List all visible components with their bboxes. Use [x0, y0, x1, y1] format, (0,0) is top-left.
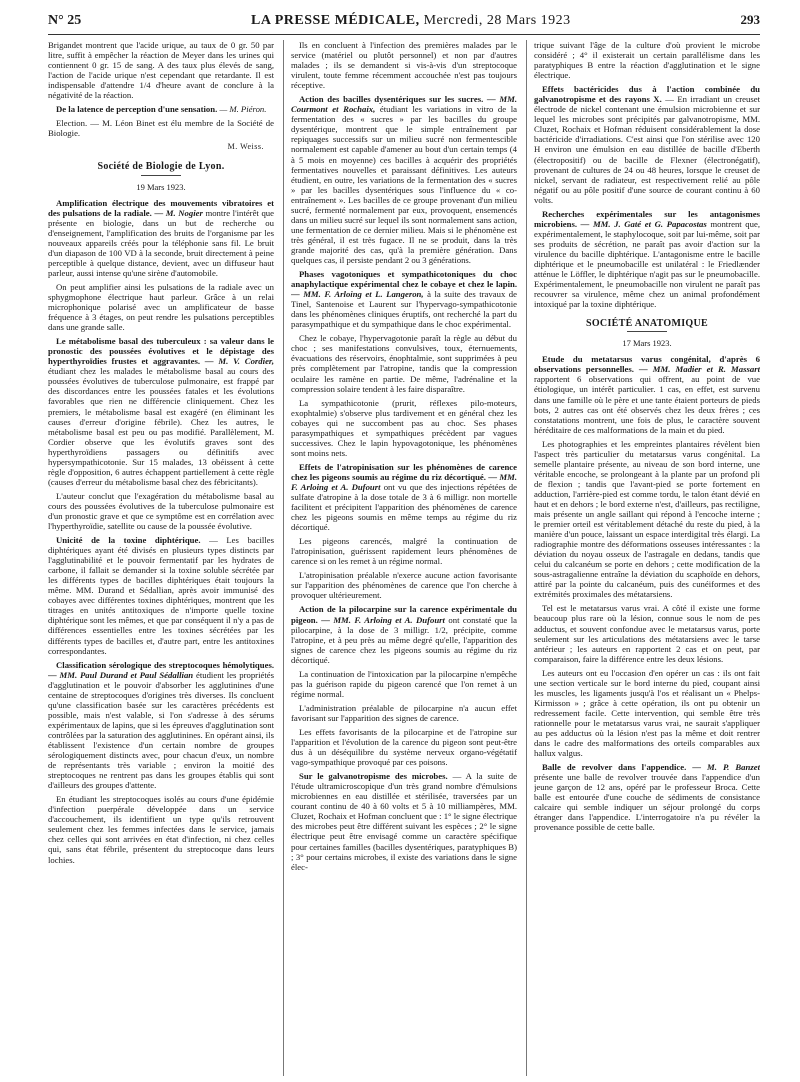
article-author: — MM. J. Gaté et G. Papacostas [580, 218, 707, 229]
section-rule [141, 175, 181, 176]
article-title: Le métabolisme basal des tuberculeux : sa valeur dans le pronostic des poussées évolutives et le dépistage des hyperthyroïdies frustes et aggravantes. [48, 336, 274, 367]
section-date: 19 Mars 1923. [136, 181, 186, 192]
paragraph [48, 660, 274, 791]
article-author: — M. P. Banzet [692, 762, 760, 773]
article-title: Action des bacilles dysentériques sur les sucres. [299, 94, 484, 105]
article-text: montre l'intérêt que présente en biologie, dans un but de recherche ou d'enseignement, l'amplification des bruits de l'organisme par les nouveaux appareils créés pour la téléphonie sans fil. Le bruit d'un diapason de 100 VD à la seconde, bruit directement à peine perceptible à quelque distance, devient, avec un diffuseur haut parleur, aussi intense qu'une sirène d'automobile. [48, 207, 274, 278]
article-text: — En irradiant un creuset électrode de nickel contenant une émulsion microbienne et sur lequel les microbes sont précipités par galvanotropisme, MM. Cluzet, Rochaix et Hofman réduisent considérablement la dose bactéricide d'irradiations. C'est ainsi que l'on stérilise avec 120 H environ une émulsion en eau distillée de bacille d'Eberth (électropositif) ou de bacille de Flexner (électronégatif), provenant de cultures de 24 ou 48 heures, lorsque le creuset de nickel, servant de radiateur, est respectivement relié au pôle négatif ou au pôle positif d'une source de courant continu à 60 volts. [534, 94, 760, 205]
article-text: montrent que, expérimentalement, le staphylocoque, soit par lui-même, soit par ses produits de sécrétion, ne paraît pas avoir d'action sur la virulence du bacille diphtérique. L'antagonisme entre le bacille diphtérique et le pneumobacille est unilatéral : le Friedlænder atténue le Löffler, le diphtérique n'agit pas sur le pneumobacille. Expérimentalement, le pneumobacille non virulent ne paraît pas recouvrer sa virulence, même chez un animal profondément intoxiqué par la toxine diphtérique. [534, 218, 760, 310]
article-title: Phases vagotoniques et sympathicotoniques du choc anaphylactique expérimental chez le cobaye et chez le lapin. [291, 269, 517, 290]
section-rule [627, 331, 667, 332]
article-title: Unicité de la toxine diphtérique. [56, 535, 201, 546]
article-author: — MM. F. Arloing et A. Dufourt [291, 471, 517, 492]
article-author: — M. Piéron. [219, 104, 267, 115]
article-author: — MM. Paul Durand et Paul Sédallian [48, 669, 194, 680]
column-left [48, 40, 274, 1076]
article-text: étudiant les variations in vitro de la fermentation des « sucres » par les bacilles du groupe dysentérique, montrent que le simple entraînement par repiquages successifs sur un milieu sucré non fermentescible normalement est capable d'amener au bout d'un certain temps (4 à 5 mois en moyenne) ces bacilles à acquérir des propriétés fermentatives nouvelles et paraissant définitives. Les auteurs étudient, en outre, les variations de la fermentation des « sucres » par les bacilles dysentériques sous l'influence du « co-entraînement ». Les bacilles de ce groupe provenant d'un milieu sucré, fermenté normalement par eux, provoquent, ensemencés dans un milieu sucré sur lequel ils sont normalement sans action, une fermentation de ce dernier milieu. Mais si le phénomène est très général, il est très fugace. Il ne se produit, dans la très grande majorité des cas, qu'à la première génération. Dans quelques cas, il persiste pendant 2 ou 3 générations. [291, 104, 517, 265]
paragraph [534, 84, 760, 205]
paragraph: Les auteurs ont eu l'occasion d'en opérer un cas : ils ont fait une section verticale sur le bord interne du pied, coupant ainsi les muscles, les ligaments jusqu'à l'os et réalisant un « Phelps-Kirmisson » ; grâce à cette opération, ils ont pu obtenir un redressement facile. Cette intervention, qui semble être très rationnelle pour le metatarsus varus vrai, ne saurait s'appliquer au pes adductus où la lésion n'est pas la même et doit rentrer dans le cadre des malformations des orteils comparables aux hallux valgus. [534, 667, 760, 759]
header-rule [48, 34, 760, 35]
paragraph [48, 535, 274, 656]
paragraph: Chez le cobaye, l'hypervagotonie paraît la règle au début du choc ; ses manifestations convulsives, toux, éternuements, évacuations des réservoirs, énophtalmie, sont supprimées à peu près complètement par l'atropine, tandis que la compression oculaire les ramène en partie. De même, l'adrénaline et la compression solaire tendent à les faire disparaître. [291, 333, 517, 394]
article-title: Action de la pilocarpine sur la carence expérimentale du pigeon. [291, 604, 517, 625]
paragraph: La sympathicotonie (prurit, réflexes pilo-moteurs, exophtalmie) s'observe plus tardivement et en général chez les cobayes qui ne succombent pas au choc. Ses phases parasympathiques et sympathiques précèdent par vagues successives. Chez le lapin hypovagotonique, les phénomènes sont moins nets. [291, 397, 517, 458]
article-author: — M. V. Cordier, [204, 356, 274, 367]
journal-name: LA PRESSE MÉDICALE, [251, 13, 420, 28]
paragraph: L'administration préalable de pilocarpine n'a aucun effet favorisant sur l'apparition des signes de carence. [291, 702, 517, 723]
paragraph [48, 198, 274, 278]
article-author: — MM. Madier et R. Massart [639, 364, 760, 375]
paragraph: On peut amplifier ainsi les pulsations de la radiale avec un sphygmophone électrique haut parleur. Grâce à un relai microphonique polarisé avec un amplificateur de basse fréquence à 3 étages, on peut rendre les pulsations perceptibles dans une grande salle. [48, 281, 274, 333]
paragraph [534, 354, 760, 434]
article-author: — MM. Courmont et Rochaix, [291, 94, 517, 115]
article-title: De la latence de perception d'une sensation. [56, 104, 218, 115]
article-text: ont constaté que la pilocarpine, à la dose de 3 milligr. 1/2, précipite, comme l'atropine, et à peu près au même degré qu'elle, l'apparition des signes de carence chez les pigeons soumis au régime du riz décortiqué. [291, 614, 517, 665]
page-header [48, 12, 760, 34]
article-title: Amplification électrique des mouvements vibratoires et des pulsations de la radiale. [48, 197, 274, 218]
paragraph [534, 762, 760, 832]
section-heading: SOCIÉTÉ ANATOMIQUE [585, 318, 708, 330]
journal-title [251, 13, 571, 29]
article-title: Etude du metatarsus varus congénital, d'après 6 observations personnelles. [534, 354, 760, 375]
paragraph: L'atropinisation préalable n'exerce aucune action favorisante sur l'apparition des phénomènes de carence que l'on cherche à provoquer ultérieurement. [291, 570, 517, 601]
column-divider [283, 40, 284, 1076]
paragraph: La continuation de l'intoxication par la pilocarpine n'empêche pas la guérison rapide du pigeon carencé que l'on remet à un régime normal. [291, 668, 517, 699]
paragraph: Ils en concluent à l'infection des premières malades par le service (matériel ou plutôt personnel) et non par d'autres malades ; ils se demandent si vis-à-vis d'un streptocoque virulent, toute femme récemment accouchée n'est pas toujours réceptive. [291, 40, 517, 91]
column-divider [526, 40, 527, 1076]
section-heading: Société de Biologie de Lyon. [97, 161, 225, 173]
column-right [534, 40, 760, 1076]
article-author: — M. Nogier [154, 207, 203, 218]
paragraph [48, 336, 274, 487]
article-text: étudiant chez les malades le métabolisme basal au cours des poussées évolutives de tuberculose pulmonaire, est frappé par des discordances entre les poussées fatales et les évolutions favorables que rien ne différencie cliniquement. Chez les premiers, le métabolisme basal est exagéré (en éliminant les causes d'erreur d'origine fébrile). Chez les autres, le métabolisme basal est peu ou pas modifié. Parallèlement, M. Cordier observe que les évolutifs graves sont des hyperthyroïdiens passagers ou définitifs avec hypersympathicotonie. Sur 15 malades, 13 obéissent à cette règle d'opposition, 6 autres échappent partiellement à cette règle (causes d'erreur du métabolisme basal chez des fébricitants). [48, 366, 274, 487]
article-title: Effets bactéricides dus à l'action combinée du galvanotropisme et des rayons X. [534, 84, 760, 105]
page-number: 293 [740, 12, 760, 27]
paragraph [291, 94, 517, 265]
article-author: — MM. F. Arloing et A. Dufourt [321, 614, 445, 625]
paragraph [291, 269, 517, 329]
article-text: rapportent 6 observations qui offrent, au point de vue étiologique, un intérêt particulier. 1 cas, en effet, est survenu dans une famille où le père et une tante étaient porteurs de pieds bots, 2 autres cas ont été observés chez les deux frères ; ces constatations montrent, une fois de plus, le caractère souvent héréditaire de ces malformations de la main et du pied. [534, 374, 760, 435]
signature: M. Weiss. [227, 142, 264, 152]
article-title: Effets de l'atropinisation sur les phénomènes de carence chez les pigeons soumis au régime du riz décortiqué. [291, 461, 517, 482]
article-author: — MM. F. Arloing et L. Langeron, [291, 289, 424, 300]
article-title: Classification sérologique des streptocoques hémolytiques. [56, 659, 274, 670]
paragraph: Brigandet montrent que l'acide urique, au taux de 0 gr. 50 par litre, suffit à empêcher la réaction de Meyer dans les urines qui contiennent 0 gr. 15 de sang. A des taux plus élevés de sang, l'action de l'acide urique n'est cependant que retardante. Il est indispensable d'attendre 1/4 d'heure avant de conclure à la négativité de la réaction. [48, 40, 274, 101]
section-date: 17 Mars 1923. [622, 338, 672, 349]
paragraph [48, 104, 274, 114]
paragraph [291, 604, 517, 664]
paragraph [534, 209, 760, 309]
column-middle [291, 40, 517, 1076]
paragraph: En étudiant les streptocoques isolés au cours d'une épidémie d'infection puerpérale développée dans un service d'accouchement, ils identifient un type qu'ils retrouvent seulement chez les femmes infectées dans le service, jamais chez celles qui sont arrivées en état d'infection, ni chez celles qui, sans état fébrile, présentent du streptocoque dans leurs lochies. [48, 794, 274, 865]
article-text: ont vu que des injections répétées de sulfate d'atropine à la dose totale de 3 à 6 milligr. non mortelle facilitent et précipitent l'apparition des phénomènes de carence chez les pigeons soumis en même temps au régime du riz décortiqué. [291, 481, 517, 533]
paragraph: L'auteur conclut que l'exagération du métabolisme basal au cours des poussées évolutives de la tuberculose pulmonaire est d'un pronostic grave et que ce symptôme est en corrélation avec l'hyperthyroïdie, satellite ou cause de la poussée évolutive. [48, 490, 274, 532]
article-title: Sur le galvanotropisme des microbes. [299, 771, 448, 782]
paragraph: trique suivant l'âge de la culture d'où provient le microbe considéré ; 4° il existerait un certain parallélisme dans les paratyphiques B entre la réaction d'agglutination et le signe électrique. [534, 40, 760, 81]
article-title: Balle de revolver dans l'appendice. [542, 762, 687, 773]
article-text: — A la suite de l'étude ultramicroscopique d'un très grand nombre d'émulsions microbiennes en eau distillée et stérilisée, traversées par un courant continu de 40 à 60 volts et 5 à 10 milliampères, MM. Cluzet, Rochaix et Hofman concluent que : 1° le signe électrique des microbes peut être différent suivant les espèces ; 2° le signe électrique peut être envisagé comme un caractère spécifique pour certaines familles (bacilles dysentériques, paratyphiques B) ; 3° pour certains microbes, il existe des variations dans le signe élec- [291, 771, 517, 872]
paragraph [291, 462, 517, 532]
article-title: Recherches expérimentales sur les antagonismes microbiens. [534, 208, 760, 229]
article-text: à la suite des travaux de Tinel, Santenoise et Laurent sur l'hypervago-sympathicotonie dans les phénomènes cliniques éruptifs, ont recherché la part du parasympathique et du sympathique dans le choc expérimental. [291, 289, 517, 330]
paragraph: Election. — M. Léon Binet est élu membre de la Société de Biologie. [48, 118, 274, 139]
paragraph: Les pigeons carencés, malgré la continuation de l'atropinisation, guérissent rapidement leurs phénomènes de carence si on les remet à un régime normal. [291, 536, 517, 567]
issue-date: Mercredi, 28 Mars 1923 [423, 13, 571, 28]
article-text: — Les bacilles diphtériques ayant été divisés en plusieurs types distincts par l'agglutinabilité et le pouvoir fermentatif par les hydrates de carbone, il fallait se demander si la toxine soluble sécrétée par les différents types de bacilles diphtériques était toujours la même. MM. Durand et Sédallian, après avoir immunisé des cobayes avec différentes toxines diphtériques, montrent que les titrages en unités antitoxiques de n'importe quelle toxine diphtérique sont les mêmes, et que par conséquent il n'y a pas de différences essentielles entre les toxines sécrétées par les différents types de bacilles et, d'autre part, entre les antitoxines correspondantes. [48, 535, 274, 656]
paragraph [291, 771, 517, 871]
paragraph: Tel est le metatarsus varus vrai. A côté il existe une forme beaucoup plus rare où la lésion, connue sous le nom de pes adductus, et souvent confondue avec le metatarsus varus, porte seulement sur les articulations des métatarsiens avec le tarse antérieur ; les auteurs en rapportent 2 cas et on peut, par comparaison, faire la différence entre les deux lésions. [534, 603, 760, 664]
issue-number: N° 25 [48, 13, 82, 28]
paragraph: Les effets favorisants de la pilocarpine et de l'atropine sur l'apparition et l'évolution de la carence du pigeon sont peut-être dus à un déséquilibre du système nerveux organo-végétatif vago-sympathique provoqué par ces poisons. [291, 727, 517, 768]
article-text: présente une balle de revolver trouvée dans l'appendice d'un jeune garçon de 12 ans, opéré par le professeur Broca. Cette balle est entourée d'une couche de sédiments de consistance calcaire qui semble indiquer un séjour prolongé du corps étranger dans l'appendice. L'interrogatoire n'a pu révéler la provenance possible de cette balle. [534, 772, 760, 833]
paragraph: Les photographies et les empreintes plantaires révèlent bien l'aspect très particulier du metatarsus varus congénital. La semelle plantaire présente, au niveau de son bord interne, une véritable encoche, se prolongeant à la plante par un profond pli de flexion ; tandis que l'avant-pied se porte fortement en adduction, l'arrière-pied est comme tordu, le talon étant dévié en haut et en dehors ; le bord externe n'est, d'ailleurs, pas rectiligne, mais présente un angle saillant qui répond à l'encoche interne ; le premier orteil est véritablement détaché du reste du pied, à la manière d'un pouce, laissant un espace interdigital très élargi. La radiographie montre des déformations osseuses intéressantes : la déviation du noyau osseux de l'astragale en dedans, tandis que celui du calcanéum se porte en dehors ; cette modification de la sous-astragalienne entraîne la déviation du scaphoïde en dehors, attiré par la pointe du calcanéum, puis des cunéiformes et des extrémités proximales des métatarsiens. [534, 438, 760, 600]
article-text: étudient les propriétés d'agglutination et le pouvoir d'absorber les agglutinines d'une centaine de streptocoques d'origines très diverses. Ils concluent qu'une classification basée sur les caractères précédents est possible, mais n'est valable, si l'on s'adresse à des sérums expérimentaux de lapins, que si les épreuves d'agglutination sont contrôlées par la saturation des agglutinines. En opérant ainsi, ils établissent l'existence d'un certain nombre de groupes sérologiquement distincts avec, pour chacun d'eux, un nombre de représentants très variable ; environ la moitié des streptocoques ne rentrent pas dans les groupes établis qui sont d'ailleurs des groupes d'attente. [48, 669, 274, 791]
